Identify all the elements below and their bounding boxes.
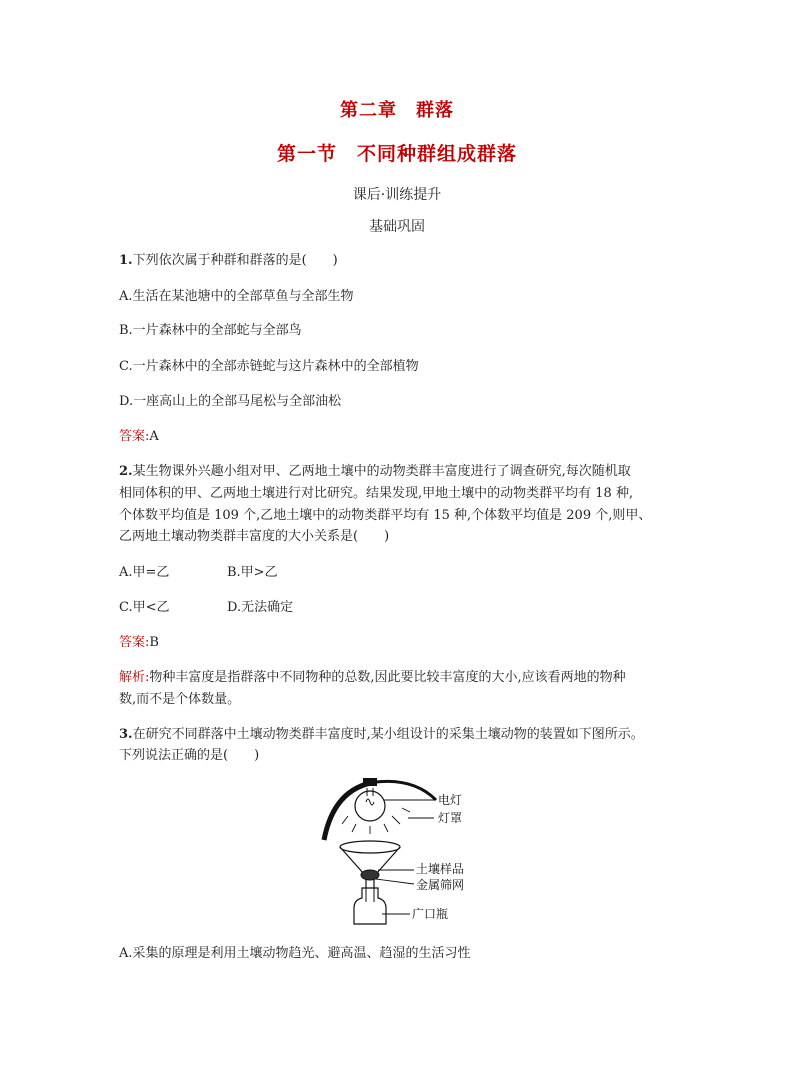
question-2-option-a: A.甲=乙	[119, 565, 170, 580]
figure-label-wide-mouth-bottle: 广口瓶	[412, 907, 449, 921]
question-1-option-d: D.一座高山上的全部马尾松与全部油松	[119, 394, 342, 409]
question-1-option-a: A.生活在某池塘中的全部草鱼与全部生物	[119, 289, 354, 304]
figure-label-lamp: 电灯	[438, 793, 463, 807]
question-2-stem-line-4: 乙两地土壤动物类群丰富度的大小关系是( )	[119, 529, 390, 544]
lamp-socket-icon	[363, 778, 377, 786]
question-2-stem-line-3: 个体数平均值是 109 个,乙地土壤中的动物类群平均有 15 种,个体数平均值是 209 个,则甲、	[119, 508, 652, 523]
question-3-number: 3.	[119, 727, 133, 742]
figure-label-metal-sieve: 金属筛网	[416, 878, 465, 892]
question-1-stem	[119, 250, 338, 272]
question-3-option-a: A.采集的原理是利用土壤动物趋光、避高温、趋湿的生活习性	[119, 946, 471, 961]
figure-label-lampshade: 灯罩	[438, 811, 463, 825]
soil-animal-collector-diagram	[318, 776, 488, 928]
figure-label-soil-sample: 土壤样品	[416, 862, 465, 876]
question-2-options-row-2	[119, 597, 294, 619]
funnel-icon	[340, 841, 400, 894]
answer-value: B	[149, 635, 159, 650]
question-2-options-row-1	[119, 562, 278, 584]
chapter-title: 第二章 群落	[340, 100, 454, 121]
question-2-option-c: C.甲<乙	[119, 600, 170, 615]
question-3-stem-line-2: 下列说法正确的是( )	[119, 748, 260, 763]
question-2-answer	[119, 632, 159, 654]
light-bulb-icon	[355, 788, 385, 821]
soil-sample-icon	[361, 870, 379, 880]
question-2-option-d: D.无法确定	[227, 600, 294, 615]
wide-mouth-bottle-icon	[354, 888, 386, 924]
question-2-text-1: 某生物课外兴趣小组对甲、乙两地土壤中的动物类群丰富度进行了调查研究,每次随机取	[132, 464, 631, 479]
explanation-text-1: 物种丰富度是指群落中不同物种的总数,因此要比较丰富度的大小,应该看两地的物种	[149, 670, 626, 685]
question-3-text-1: 在研究不同群落中土壤动物类群丰富度时,某小组设计的采集土壤动物的装置如下图所示。	[132, 727, 644, 742]
question-2-explanation-line-1	[119, 667, 626, 689]
question-1-option-b: B.一片森林中的全部蛇与全部鸟	[119, 323, 302, 338]
answer-label: 答案:	[119, 429, 150, 444]
section-title: 第一节 不同种群组成群落	[276, 143, 517, 165]
question-3-stem-line-1	[119, 724, 644, 746]
answer-value: A	[149, 429, 159, 444]
question-1-number: 1.	[119, 253, 133, 268]
question-1-text: 下列依次属于种群和群落的是( )	[132, 253, 338, 268]
question-1-answer	[119, 426, 159, 448]
explanation-label: 解析:	[119, 670, 150, 685]
level-heading: 基础巩固	[369, 219, 425, 235]
question-2-number: 2.	[119, 464, 133, 479]
question-1-option-c: C.一片森林中的全部赤链蛇与这片森林中的全部植物	[119, 359, 419, 374]
question-2-option-b: B.甲>乙	[227, 565, 278, 580]
question-2-explanation-line-2: 数,而不是个体数量。	[119, 692, 241, 707]
answer-label: 答案:	[119, 635, 150, 650]
subtitle: 课后·训练提升	[352, 187, 442, 203]
question-2-stem-line-2: 相同体积的甲、乙两地土壤进行对比研究。结果发现,甲地土壤中的动物类群平均有 18 种,	[119, 486, 634, 501]
question-2-stem-line-1	[119, 461, 631, 483]
